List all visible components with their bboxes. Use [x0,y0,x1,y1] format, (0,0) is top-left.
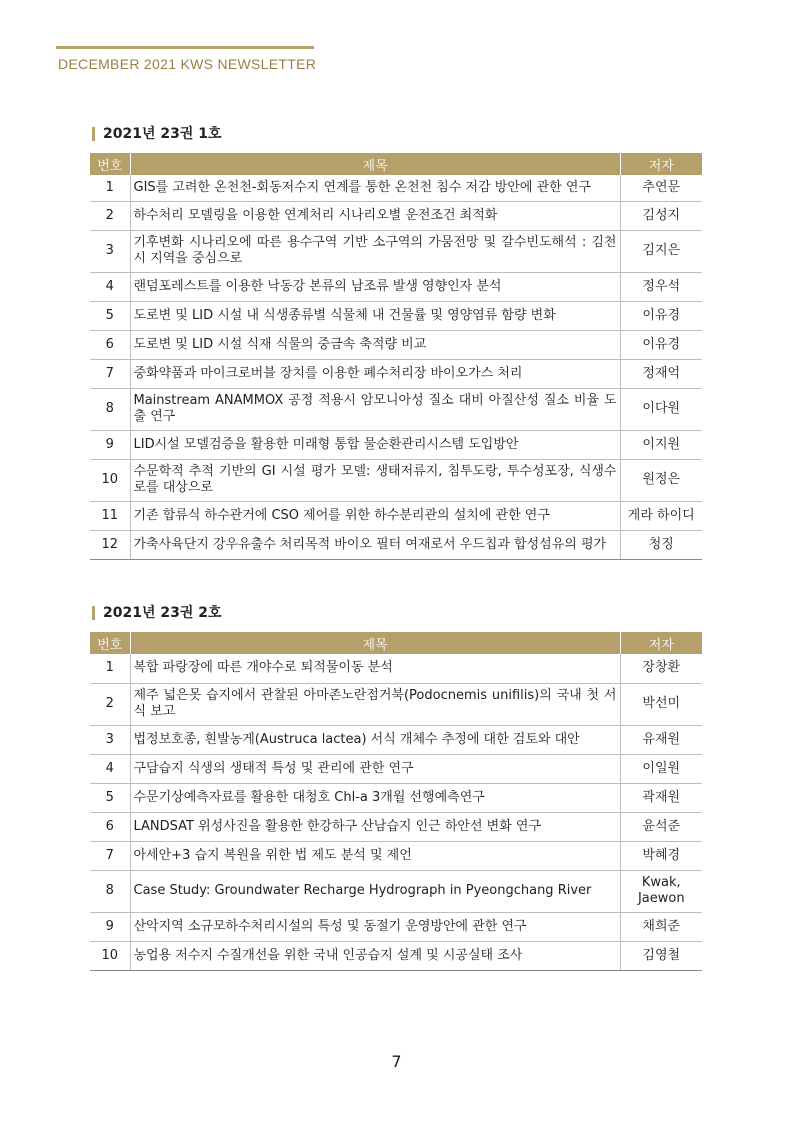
header-rule [56,46,314,49]
table-row [90,841,702,870]
cell-title: Mainstream ANAMMOX 공정 적용시 암모니아성 질소 대비 아질산성 질소 비율 도출 연구 [130,388,620,430]
cell-title: 도로변 및 LID 시설 내 식생종류별 식물체 내 건물률 및 영양염류 함량 변화 [130,301,620,330]
cell-author: 윤석준 [620,812,702,841]
cell-title: Case Study: Groundwater Recharge Hydrograph in Pyeongchang River [130,870,620,912]
table-row [90,683,702,725]
cell-title: LANDSAT 위성사진을 활용한 한강하구 산남습지 인근 하안선 변화 연구 [130,812,620,841]
cell-title: 제주 넓은못 습지에서 관찰된 아마존노란점거북(Podocnemis unifilis)의 국내 첫 서식 보고 [130,683,620,725]
cell-num: 2 [90,201,130,230]
col-header-num: 번호 [90,632,130,654]
cell-author: 김영철 [620,941,702,970]
cell-author: 이유경 [620,330,702,359]
cell-author: 이지원 [620,430,702,459]
cell-author: 정재억 [620,359,702,388]
cell-author: 이다원 [620,388,702,430]
cell-title: 기후변화 시나리오에 따른 용수구역 기반 소구역의 가뭄전망 및 갈수빈도해석 : 김천시 지역을 중심으로 [130,230,620,272]
table-row [90,201,702,230]
table-row [90,230,702,272]
cell-author: 이일원 [620,754,702,783]
table-row [90,430,702,459]
table-row [90,501,702,530]
cell-num: 2 [90,683,130,725]
cell-num: 4 [90,754,130,783]
table-row [90,754,702,783]
cell-num: 5 [90,301,130,330]
cell-author: 곽재원 [620,783,702,812]
table-row [90,388,702,430]
cell-title: 수문기상예측자료를 활용한 대청호 Chl-a 3개월 선행예측연구 [130,783,620,812]
cell-author: 추연문 [620,175,702,201]
table-row [90,725,702,754]
cell-author: 박선미 [620,683,702,725]
cell-author: 게라 하이디 [620,501,702,530]
cell-num: 8 [90,870,130,912]
cell-author: 장창환 [620,654,702,683]
cell-title: 법정보호종, 흰발농게(Austruca lactea) 서식 개체수 추정에 대한 검토와 대안 [130,725,620,754]
col-header-title: 제목 [130,153,620,175]
section-title-issue-2: 2021년 23권 2호 [92,606,222,620]
cell-title: 하수처리 모델링을 이용한 연계처리 시나리오별 운전조건 최적화 [130,201,620,230]
cell-author: 김성지 [620,201,702,230]
cell-author: 박혜경 [620,841,702,870]
newsletter-header: DECEMBER 2021 KWS NEWSLETTER [58,56,317,72]
table-row [90,941,702,970]
cell-title: 복합 파랑장에 따른 개야수로 퇴적물이동 분석 [130,654,620,683]
cell-num: 9 [90,912,130,941]
cell-num: 10 [90,941,130,970]
cell-title: 가축사육단지 강우유출수 처리목적 바이오 필터 여재로서 우드칩과 합성섬유의 평가 [130,530,620,559]
cell-title: 수문학적 추적 기반의 GI 시설 평가 모델: 생태저류지, 침투도랑, 투수성포장, 식생수로를 대상으로 [130,459,620,501]
section-title-issue-1: 2021년 23권 1호 [92,127,222,141]
cell-title: 기존 합류식 하수관거에 CSO 제어를 위한 하수분리관의 설치에 관한 연구 [130,501,620,530]
cell-author: 원정은 [620,459,702,501]
issue-1-table [90,153,702,560]
table-row [90,272,702,301]
table-row [90,459,702,501]
cell-num: 10 [90,459,130,501]
col-header-num: 번호 [90,153,130,175]
cell-title: 도로변 및 LID 시설 식재 식물의 중금속 축적량 비교 [130,330,620,359]
cell-num: 5 [90,783,130,812]
cell-title: 랜덤포레스트를 이용한 낙동강 본류의 남조류 발생 영향인자 분석 [130,272,620,301]
cell-num: 9 [90,430,130,459]
table-row [90,654,702,683]
cell-num: 6 [90,812,130,841]
col-header-author: 저자 [620,632,702,654]
table-row [90,912,702,941]
table-row [90,783,702,812]
cell-num: 1 [90,175,130,201]
cell-title: 산악지역 소규모하수처리시설의 특성 및 동절기 운영방안에 관한 연구 [130,912,620,941]
table-row [90,359,702,388]
cell-num: 1 [90,654,130,683]
cell-author: 정우석 [620,272,702,301]
table-row [90,175,702,201]
cell-author: 이유경 [620,301,702,330]
cell-title: 아세안+3 습지 복원을 위한 법 제도 분석 및 제언 [130,841,620,870]
issue-2-table [90,632,702,971]
table-row [90,530,702,559]
cell-author: 청징 [620,530,702,559]
cell-num: 6 [90,330,130,359]
cell-title: LID시설 모델검증을 활용한 미래형 통합 물순환관리시스템 도입방안 [130,430,620,459]
table-row [90,301,702,330]
table-row [90,812,702,841]
cell-author: 김지은 [620,230,702,272]
issue-1-rows [90,175,702,559]
issue-2-rows [90,654,702,970]
cell-num: 7 [90,841,130,870]
cell-num: 7 [90,359,130,388]
table-row [90,870,702,912]
cell-num: 4 [90,272,130,301]
cell-num: 12 [90,530,130,559]
col-header-author: 저자 [620,153,702,175]
cell-author: 채희준 [620,912,702,941]
cell-num: 3 [90,725,130,754]
cell-num: 11 [90,501,130,530]
cell-title: 농업용 저수지 수질개선을 위한 국내 인공습지 설계 및 시공실태 조사 [130,941,620,970]
table-row [90,330,702,359]
col-header-title: 제목 [130,632,620,654]
cell-author: Kwak, Jaewon [620,870,702,912]
cell-title: GIS를 고려한 온천천-회동저수지 연계를 통한 온천천 침수 저감 방안에 관한 연구 [130,175,620,201]
cell-author: 유재원 [620,725,702,754]
cell-title: 구담습지 식생의 생태적 특성 및 관리에 관한 연구 [130,754,620,783]
page-number: 7 [391,1052,402,1071]
cell-title: 중화약품과 마이크로버블 장치를 이용한 폐수처리장 바이오가스 처리 [130,359,620,388]
cell-num: 3 [90,230,130,272]
cell-num: 8 [90,388,130,430]
